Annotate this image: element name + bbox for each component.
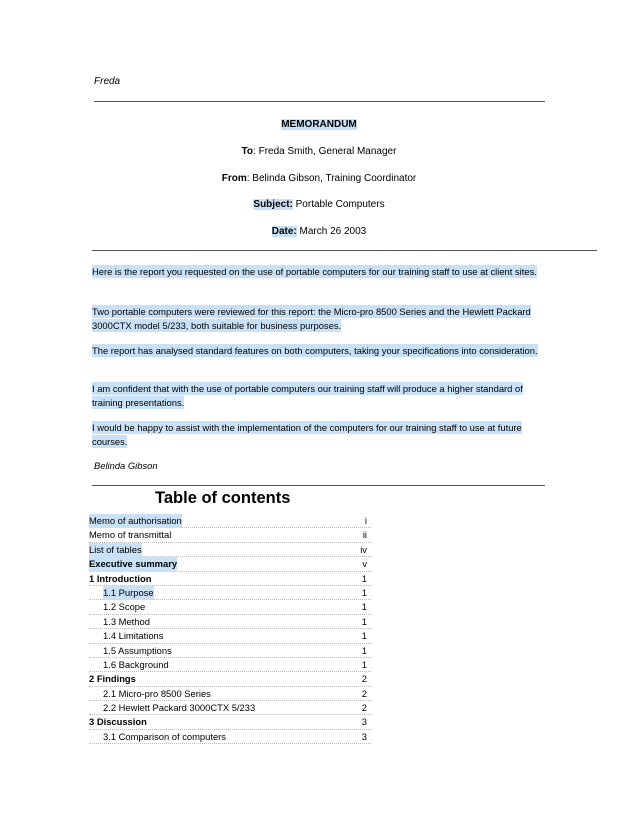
toc-item[interactable]: 1.2 Scope 1: [89, 600, 371, 614]
toc-title: Table of contents: [155, 489, 291, 507]
header-author: Freda: [94, 76, 121, 87]
toc-item[interactable]: Memo of transmittal ii: [89, 528, 371, 542]
toc-item[interactable]: 1.5 Assumptions 1: [89, 644, 371, 658]
memo-to-value: : Freda Smith, General Manager: [253, 146, 397, 157]
toc-divider: [92, 485, 545, 486]
toc-item[interactable]: List of tables iv: [89, 543, 371, 557]
body-paragraph-2: Two portable computers were reviewed for this report: the Micro-pro 8500 Series and the Hewlett Packard 3000CTX model 5/233, both suitable for business purposes.: [92, 306, 531, 331]
toc-item[interactable]: 1 Introduction 1: [89, 572, 371, 586]
memo-title-line: [94, 119, 544, 130]
memo-to-label: To: [241, 146, 254, 157]
memo-to-line: [94, 146, 544, 157]
toc-item[interactable]: Memo of authorisation i: [89, 514, 371, 528]
memo-from-line: [94, 173, 544, 184]
memo-divider: [92, 250, 597, 251]
memo-title: MEMORANDUM: [281, 119, 357, 130]
toc-item[interactable]: 1.1 Purpose 1: [89, 586, 371, 600]
body-paragraph-3: The report has analysed standard features on both computers, taking your specifications into consideration.: [92, 345, 538, 356]
memo-date-label: Date:: [271, 226, 297, 237]
toc-item[interactable]: 3.1 Comparison of computers 3: [89, 730, 371, 744]
memo-date-line: [94, 226, 544, 237]
memo-subject-line: [94, 199, 544, 210]
toc-item[interactable]: 1.3 Method 1: [89, 615, 371, 629]
toc-item[interactable]: 1.6 Background 1: [89, 658, 371, 672]
memo-subject-value: Portable Computers: [292, 199, 385, 210]
body-paragraph-5: I would be happy to assist with the implementation of the computers for our training staff to use at future courses.: [92, 422, 522, 447]
toc-item[interactable]: 2 Findings 2: [89, 672, 371, 686]
memo-from-value: : Belinda Gibson, Training Coordinator: [246, 173, 417, 184]
toc-item[interactable]: 3 Discussion 3: [89, 715, 371, 729]
memo-date-value: March 26 2003: [296, 226, 367, 237]
toc-item[interactable]: 2.1 Micro-pro 8500 Series 2: [89, 687, 371, 701]
memo-subject-label: Subject:: [253, 199, 293, 210]
toc-item[interactable]: Executive summary v: [89, 557, 371, 571]
toc-list: [89, 514, 371, 744]
body-paragraph-4: I am confident that with the use of portable computers our training staff will produce a higher standard of training presentations.: [92, 383, 523, 408]
toc-item[interactable]: 2.2 Hewlett Packard 3000CTX 5/233 2: [89, 701, 371, 715]
memo-from-label: From: [221, 173, 247, 184]
signature: Belinda Gibson: [94, 460, 158, 471]
header-divider: [94, 101, 545, 102]
body-paragraph-1: Here is the report you requested on the use of portable computers for our training staff to use at client sites.: [92, 266, 537, 277]
toc-item[interactable]: 1.4 Limitations 1: [89, 629, 371, 643]
